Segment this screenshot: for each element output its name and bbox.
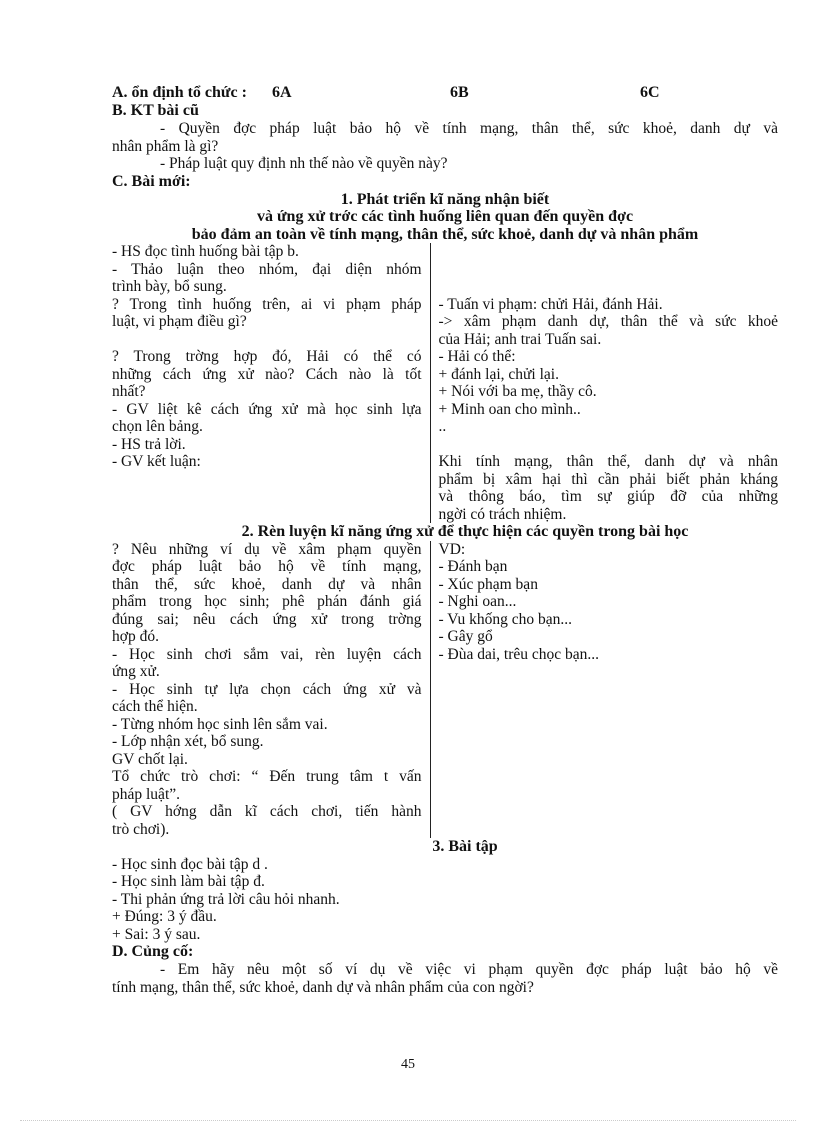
list-item: + Minh oan cho mình.. [438,400,581,418]
list-item: .. [438,418,447,435]
part2-title: 2. Rèn luyện kĩ năng ứng xử để thực hiện các quyền trong bài học [241,523,689,540]
part1-title-line3: bảo đảm an toàn về tính mạng, thân thể, sức khoẻ, danh dự và nhân phẩm [191,225,699,243]
list-item: - Học sinh làm bài tập đ. [112,873,265,890]
part2-table [112,541,778,839]
list-item: trò chơi). [112,820,170,838]
list-item: + Đúng: 3 ý đầu. [112,908,217,925]
list-item: - HS đọc tình huống bài tập b. [112,243,299,260]
part1-left-column [112,243,431,523]
list-item: - HS trả lời. [112,435,186,453]
old-question-1-line2: nhân phẩm là gì? [112,137,219,155]
conclusion-line: Khi tính mạng, thân thể, danh dự và nhân [438,453,778,470]
list-item: Tổ chức trò chơi: “ Đến trung tâm t vấn [112,768,422,785]
list-item: - Đánh bạn [438,558,508,575]
class-6b: 6B [450,84,469,101]
list-item: - Từng nhóm học sinh lên sắm vai. [112,715,328,733]
section-b-heading: B. KT bài cũ [112,102,199,119]
section-d-heading: D. Củng cố: [112,943,194,960]
list-item: - Tuấn vi phạm: chửi Hải, đánh Hải. [438,295,663,313]
spacer [112,331,422,349]
list-item: ( GV hớng dẫn kĩ cách chơi, tiến hành [112,803,422,820]
list-item: + Sai: 3 ý sau. [112,925,201,943]
list-item: VD: [438,540,466,558]
list-item: - Gây gổ [438,628,493,645]
page-bottom-rule [20,1120,796,1121]
list-item: cách thể hiện. [112,698,198,715]
review-question-line1: - Em hãy nêu một số ví dụ về việc vi phạm quyền đợc pháp luật bảo hộ về [160,961,778,978]
page-number: 45 [401,1057,415,1072]
list-item: - Học sinh tự lựa chọn cách ứng xử và [112,680,422,698]
list-item: đợc pháp luật bảo hộ về tính mạng, [112,558,422,575]
list-item: ? Nêu những ví dụ về xâm phạm quyền [112,540,422,558]
part1-title-line2: và ứng xử trớc các tình huống liên quan đến quyền đợc [256,208,634,225]
list-item: - Lớp nhận xét, bổ sung. [112,733,264,750]
part3-title: 3. Bài tập [432,838,498,855]
review-question-line2: tính mạng, thân thể, sức khoẻ, danh dự và nhân phẩm của con ngời? [112,978,534,996]
list-item: - Thi phản ứng trả lời câu hỏi nhanh. [112,890,340,908]
section-a-heading: A. ổn định tổ chức : [112,84,247,101]
list-item: ? Trong tình huống trên, ai vi phạm pháp [112,295,422,313]
conclusion-line: ngời có trách nhiệm. [438,505,567,523]
list-item: - Xúc phạm bạn [438,575,538,593]
part1-title-line1: 1. Phát triển kĩ năng nhận biết [340,190,550,208]
document-page [112,84,778,996]
list-item: - GV liệt kê cách ứng xử mà học sinh lựa [112,400,422,418]
section-a-row [112,84,778,102]
list-item: phẩm trong học sinh; phê phán đánh giá [112,593,422,610]
list-item: -> xâm phạm danh dự, thân thể và sức khoẻ [438,313,778,330]
conclusion-line: phẩm bị xâm hại thì cần phải biết phản kháng [438,470,778,488]
list-item: trình bày, bổ sung. [112,278,227,295]
part1-table [112,243,778,523]
list-item: GV chốt lại. [112,750,188,768]
list-item: - Hải có thể: [438,348,516,365]
part2-left-column [112,541,431,839]
list-item: đúng sai; nêu cách ứng xử trong trờng [112,610,422,628]
list-item: nhất? [112,383,146,400]
list-item: những cách ứng xử nào? Cách nào là tốt [112,365,422,383]
list-item: - Đùa dai, trêu chọc bạn... [438,645,600,663]
old-question-1-line1: - Quyền đợc pháp luật bảo hộ về tính mạng, thân thể, sức khoẻ, danh dự và [160,120,778,137]
list-item: ứng xử. [112,663,160,680]
list-item: chọn lên bảng. [112,418,203,435]
list-item: - Thảo luận theo nhóm, đại diện nhóm [112,260,422,278]
list-item: hợp đó. [112,628,159,645]
list-item: luật, vi phạm điều gì? [112,313,247,330]
list-item: pháp luật”. [112,785,181,803]
part2-right-column [431,541,778,839]
list-item: - Học sinh chơi sắm vai, rèn luyện cách [112,645,422,663]
section-c-heading: C. Bài mới: [112,172,191,190]
conclusion-line: và thông báo, tìm sự giúp đỡ của những [438,488,778,505]
list-item: thân thể, sức khoẻ, danh dự và nhân [112,575,422,593]
list-item: + đánh lại, chửi lại. [438,365,559,383]
list-item: - GV kết luận: [112,453,201,470]
list-item: của Hải; anh trai Tuấn sai. [438,330,602,348]
list-item: - Vu khống cho bạn... [438,610,573,628]
class-6c: 6C [640,84,660,101]
old-question-2: - Pháp luật quy định nh thế nào về quyền này? [160,155,448,172]
list-item: - Nghi oan... [438,593,517,610]
class-6a: 6A [272,84,292,101]
list-item: + Nói với ba mẹ, thầy cô. [438,383,597,400]
part1-right-column [431,243,778,523]
list-item: ? Trong trờng hợp đó, Hải có thể có [112,348,422,365]
list-item: - Học sinh đọc bài tập d . [112,855,268,873]
